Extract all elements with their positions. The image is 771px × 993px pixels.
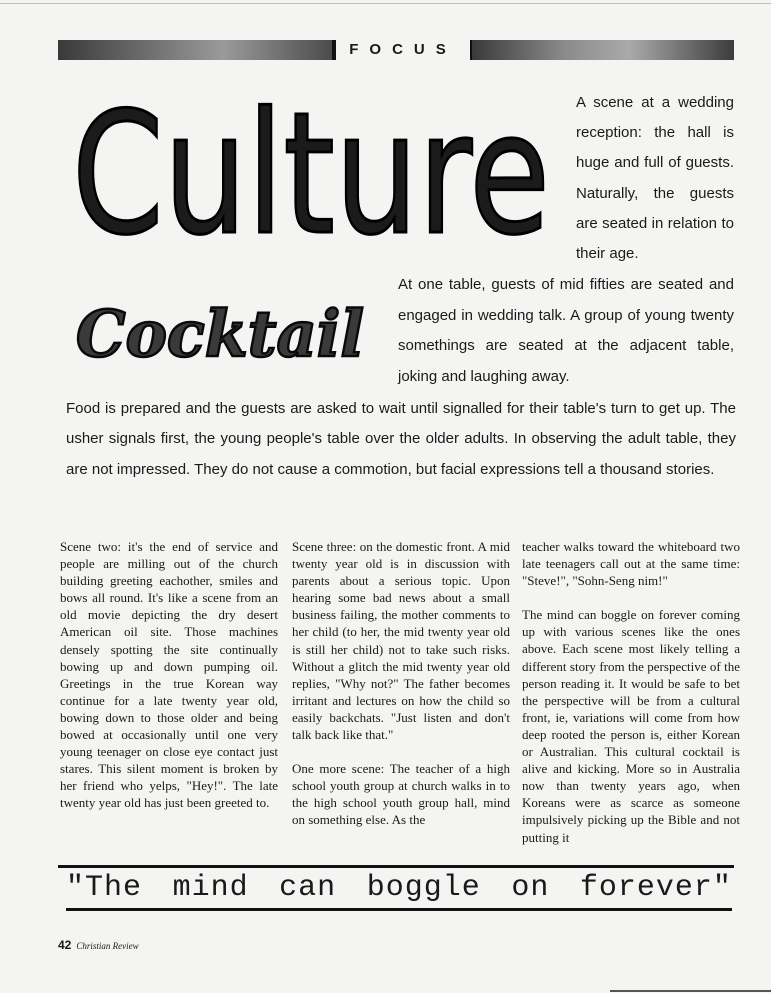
mind-boggle-paragraph: The mind can boggle on forever coming up with various scenes like the ones above. Each scene most likely telling a different story from the perspective of the person reading it. It would be safe to bet the perspective will be from a cultural front, ie, variations will come from how deep rooted the person is, either Korean or Australian. This cultural cocktail is alive and kicking. More so in Australia now than twenty years ago, when Koreans were as scarce as someone impulsively picking up the Bible and not putting it — [522, 607, 740, 845]
scan-edge-line — [610, 990, 771, 992]
teacher-continuation-paragraph: teacher walks toward the whiteboard two late teenagers call out at the same time: "Steve!", "Sohn-Seng nim!" — [522, 539, 740, 589]
title-cocktail — [72, 290, 372, 380]
scene-two-paragraph: Scene two: it's the end of service and people are milling out of the church building greeting eachother, smiles and bows all round. It's like a scene from an old movie depicting the dry desert American oil site. Those machines densely spotting the site continually bowing up and down pumping oil. Greetings in the true Korean way continue for a late twenty year old, bowing down to those older and being bowed at occasionally until one very young teenager on close eye contact just stares. This silent moment is broken by her friend who yelps, "Hey!". The late twenty year old has just been greeted to. — [60, 539, 278, 811]
magazine-name: Christian Review — [76, 941, 139, 951]
pull-quote-word: on — [511, 871, 550, 905]
body-column-2 — [292, 538, 510, 829]
pull-quote-word: "The — [66, 871, 143, 905]
one-more-scene-paragraph: One more scene: The teacher of a high school youth group at church walks in to the high school youth group hall, mind on something else. As the — [292, 761, 510, 828]
pull-quote-word: mind — [172, 871, 249, 905]
section-label: FOCUS — [336, 40, 470, 60]
title-culture-text: Culture — [72, 76, 550, 264]
intro-paragraph-3: Food is prepared and the guests are asked to wait until signalled for their table's turn to get up. The usher signals first, the young people's table over the older adults. In observing the adult table, they are not impressed. They do not cause a commotion, but facial expressions tell a thousand stories. — [66, 400, 736, 478]
scene-three-paragraph: Scene three: on the domestic front. A mid twenty year old is in discussion with parents about a serious topic. Upon hearing some bad news about a small business failing, the mother comments to her child (to her, the mid twenty year old is still her child) not to take such risks. Without a glitch the mid twenty year old replies, "Why not?" The father becomes irritant and lectures on how the child so easily backchats. "Just listen and don't talk back like that." — [292, 539, 510, 743]
header-gradient-left — [58, 40, 334, 60]
intro-paragraph-1: A scene at a wedding reception: the hall is huge and full of guests. Naturally, the guests are seated in relation to their age. — [576, 94, 734, 263]
title-culture — [72, 74, 562, 264]
pull-quote — [66, 868, 732, 908]
intro-paragraph-2: At one table, guests of mid fifties are seated and engaged in wedding talk. A group of young twenty somethings are seated at the adjacent table, joking and laughing away. — [398, 276, 734, 385]
body-column-1 — [60, 538, 278, 812]
page-footer — [58, 938, 139, 953]
header-gradient-right — [472, 40, 734, 60]
page-number: 42 — [58, 938, 72, 952]
pull-quote-word: can — [279, 871, 337, 905]
top-rule — [0, 3, 771, 4]
body-column-3 — [522, 538, 740, 846]
section-header-bar — [58, 40, 734, 60]
pull-quote-rule-bottom — [66, 908, 732, 911]
pull-quote-word: boggle — [366, 871, 481, 905]
pull-quote-word: forever" — [579, 871, 732, 905]
title-cocktail-text: Cocktail — [76, 297, 364, 372]
